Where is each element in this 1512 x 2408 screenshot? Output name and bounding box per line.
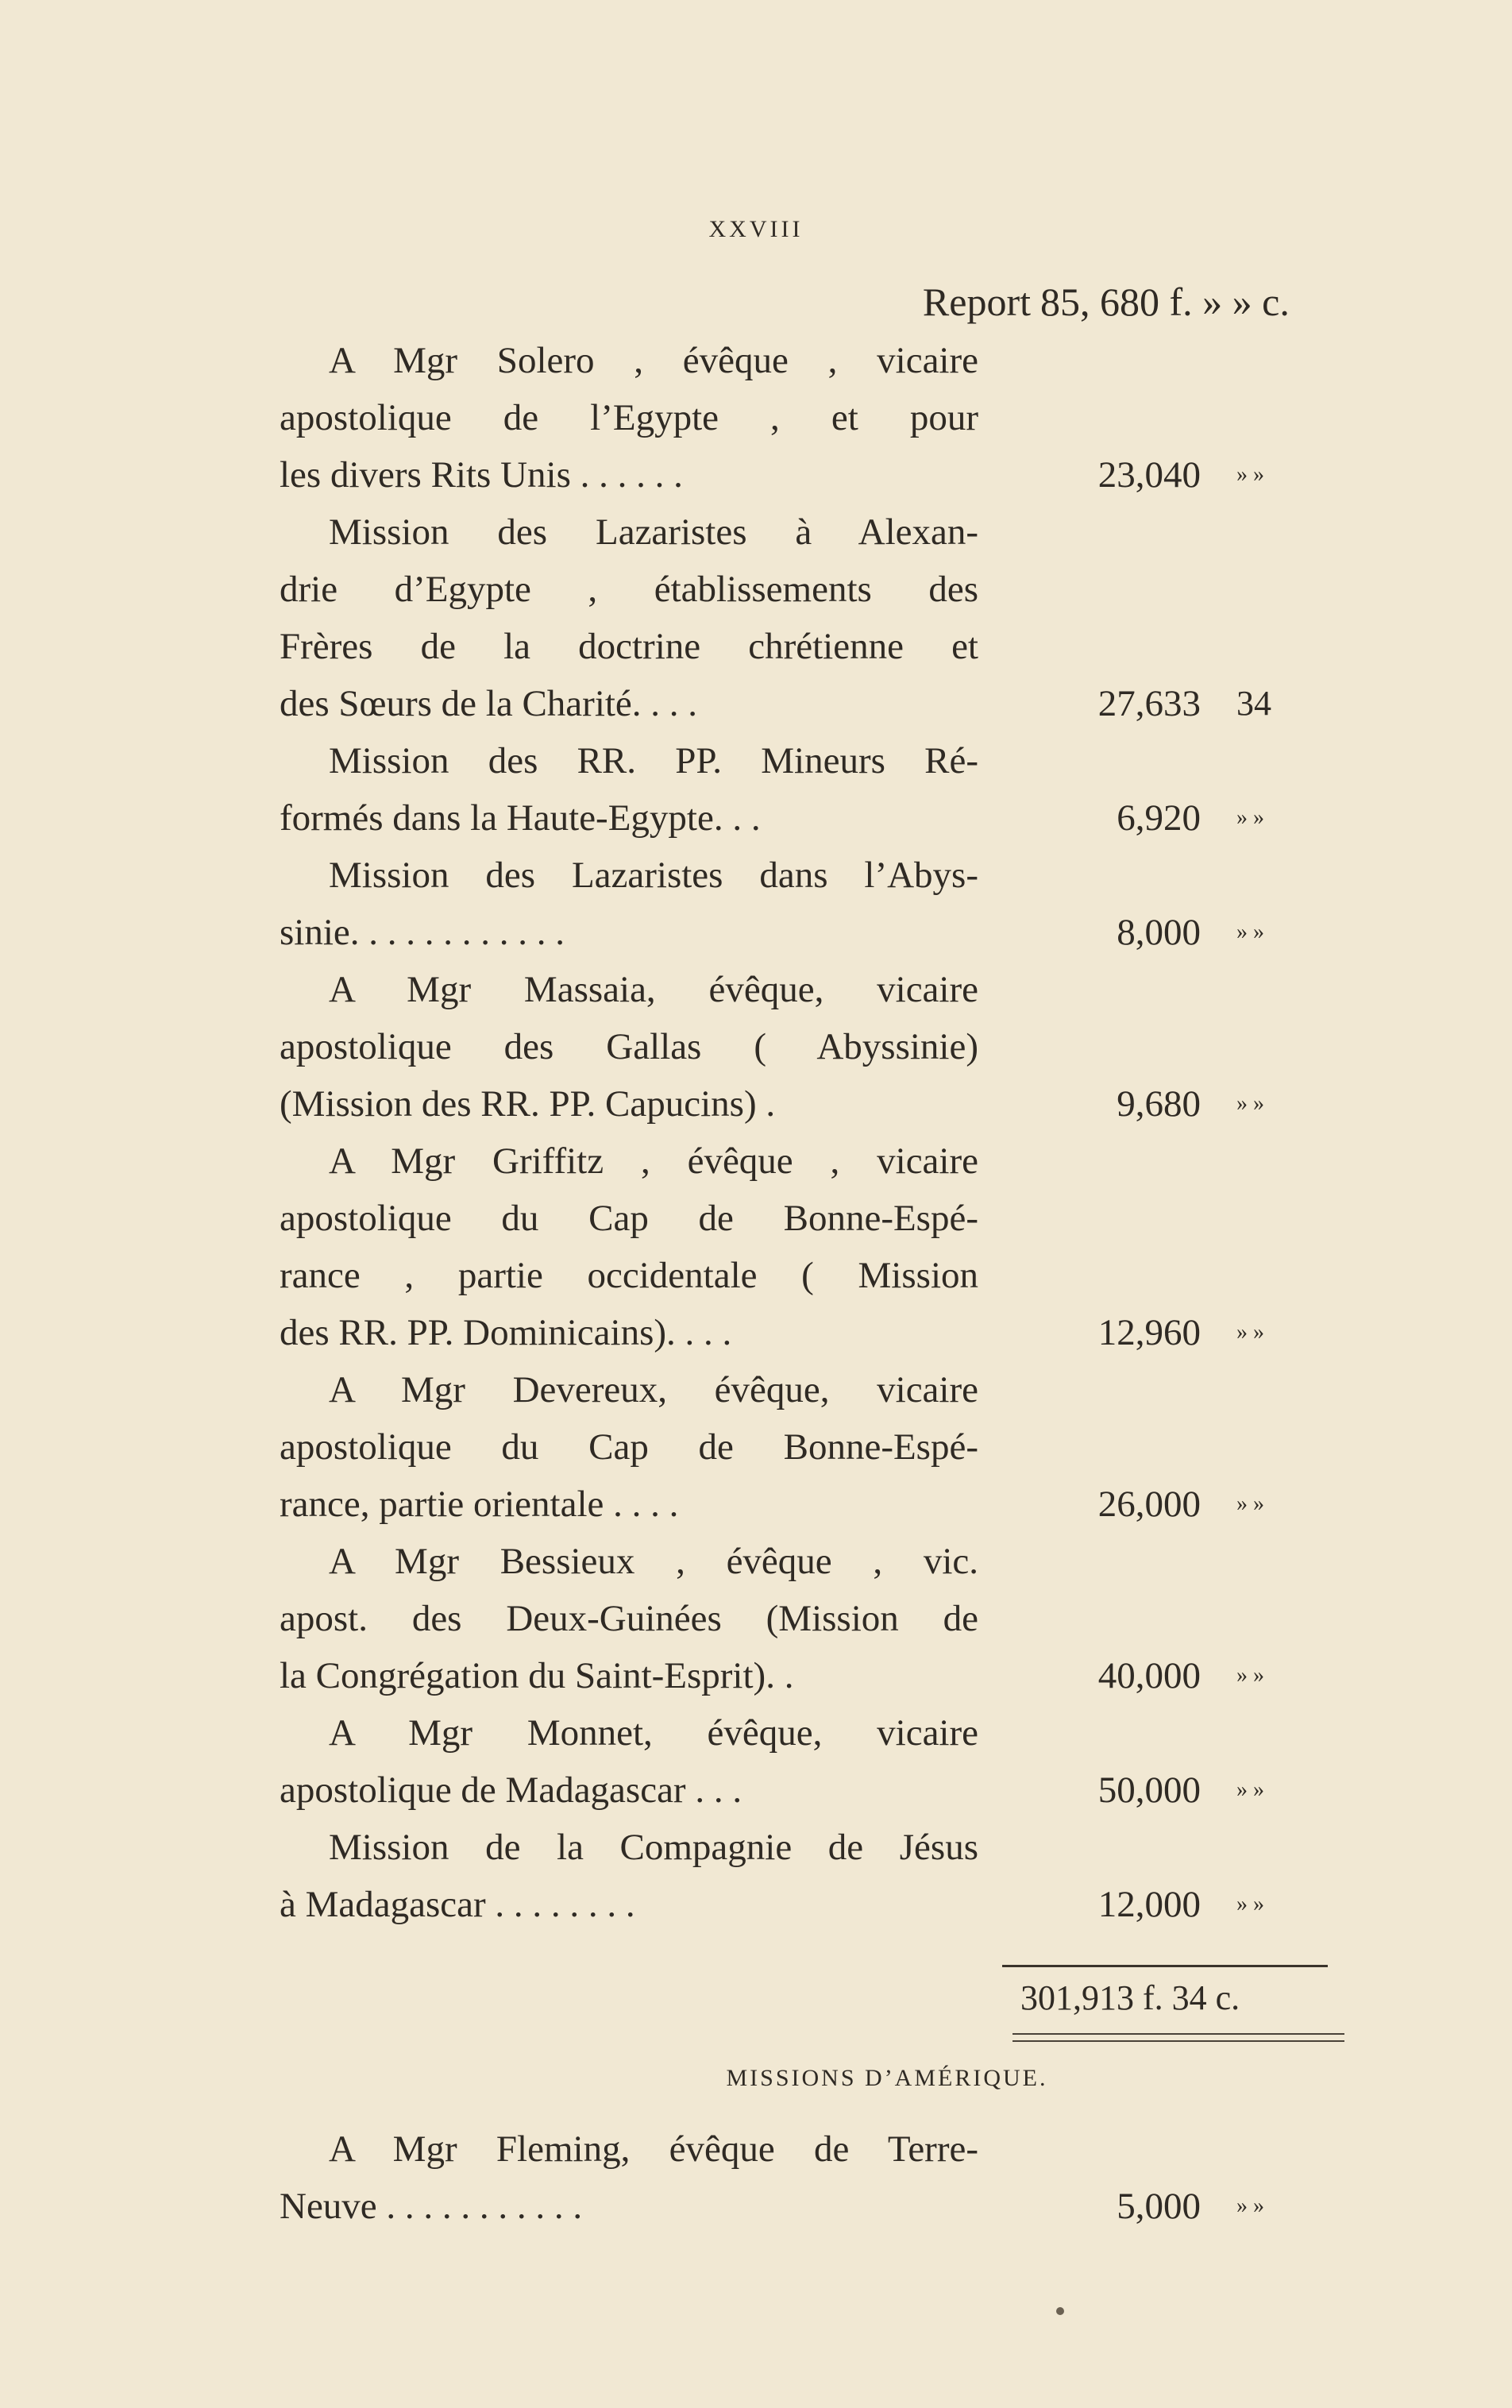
entry-line: apost. des Deux-Guinées (Mission de <box>280 1598 978 1639</box>
entry-amount: 12,960 <box>1097 1312 1201 1353</box>
entry-line: sinie. . . . . . . . . . . . <box>280 912 565 953</box>
entry-amount: 12,000 <box>1097 1884 1201 1925</box>
entry <box>280 1533 1352 1704</box>
entry-cents: » » <box>1236 920 1264 944</box>
entry-line: apostolique du Cap de Bonne-Espé- <box>280 1426 978 1468</box>
entry <box>280 961 1352 1133</box>
entry-amount: 9,680 <box>1117 1083 1201 1125</box>
entry <box>280 332 1352 504</box>
entry-line: A Mgr Massaia, évêque, vicaire <box>329 969 978 1010</box>
report-label: Report <box>922 280 1031 324</box>
entry <box>280 1704 1352 1819</box>
entry-amount: 27,633 <box>1097 683 1201 724</box>
entry-line: A Mgr Fleming, évêque de Terre- <box>329 2128 978 2170</box>
entry-line: à Madagascar . . . . . . . . <box>280 1884 635 1925</box>
ink-dot <box>1056 2307 1064 2315</box>
entry-line: des Sœurs de la Charité. . . . <box>280 683 698 724</box>
double-rule <box>1012 2033 1344 2042</box>
page-folio: XXVIII <box>708 216 804 242</box>
entry-line: la Congrégation du Saint-Esprit). . <box>280 1655 794 1696</box>
entry-cents: » » <box>1236 462 1264 487</box>
entry-cents: » » <box>1236 1491 1264 1516</box>
entry-line: rance , partie occidentale ( Mission <box>280 1255 978 1296</box>
entry-amount: 6,920 <box>1117 797 1201 839</box>
entry <box>280 504 1352 732</box>
entry-line: Mission des Lazaristes à Alexan- <box>329 511 978 553</box>
total-rule <box>1002 1965 1328 1967</box>
entry-cents: » » <box>1236 1892 1264 1916</box>
entry-cents: » » <box>1236 805 1264 830</box>
entry-amount: 5,000 <box>1117 2186 1201 2227</box>
entry-line: A Mgr Monnet, évêque, vicaire <box>329 1712 978 1754</box>
entry-line: A Mgr Bessieux , évêque , vic. <box>329 1541 978 1582</box>
entry-cents: » » <box>1236 1091 1264 1116</box>
entry-line: drie d’Egypte , établissements des <box>280 569 978 610</box>
entry-line: Frères de la doctrine chrétienne et <box>280 626 978 667</box>
entry-cents: 34 <box>1236 684 1271 723</box>
entry <box>280 1819 1352 1933</box>
entry-line: A Mgr Devereux, évêque, vicaire <box>329 1369 978 1410</box>
entry-amount: 26,000 <box>1097 1484 1201 1525</box>
entry-line: apostolique des Gallas ( Abyssinie) <box>280 1026 978 1067</box>
entry-line: apostolique de l’Egypte , et pour <box>280 397 978 438</box>
entry-cents: » » <box>1236 1663 1264 1688</box>
entry-line: apostolique de Madagascar . . . <box>280 1769 742 1811</box>
entry-amount: 8,000 <box>1117 912 1201 953</box>
total-amount: 301,913 f. 34 c. <box>1020 1978 1240 2017</box>
entry-line: A Mgr Solero , évêque , vicaire <box>329 340 978 381</box>
entry-line: apostolique du Cap de Bonne-Espé- <box>280 1198 978 1239</box>
entry-amount: 23,040 <box>1097 454 1201 496</box>
entries-list <box>280 332 1352 1933</box>
report-amount: 85, 680 f. » » c. <box>1040 280 1290 324</box>
entry <box>280 847 1352 961</box>
entry-line: (Mission des RR. PP. Capucins) . <box>280 1083 776 1125</box>
entry-cents: » » <box>1236 1777 1264 1802</box>
report-row <box>278 274 1350 330</box>
entry <box>280 1361 1352 1533</box>
entry-line: Mission des RR. PP. Mineurs Ré- <box>329 740 978 781</box>
entry <box>280 1133 1352 1361</box>
entry-line: les divers Rits Unis . . . . . . <box>280 454 683 496</box>
entries-list-america <box>280 2121 1352 2235</box>
entry-line: Mission de la Compagnie de Jésus <box>329 1827 978 1868</box>
entry <box>280 732 1352 847</box>
section-heading: MISSIONS D’AMÉRIQUE. <box>726 2065 1048 2091</box>
entry <box>280 2121 1352 2235</box>
entry-line: formés dans la Haute-Egypte. . . <box>280 797 761 839</box>
entry-line: rance, partie orientale . . . . <box>280 1484 679 1525</box>
entry-line: des RR. PP. Dominicains). . . . <box>280 1312 732 1353</box>
entry-line: A Mgr Griffitz , évêque , vicaire <box>329 1140 978 1182</box>
entry-amount: 50,000 <box>1097 1769 1201 1811</box>
entry-line: Mission des Lazaristes dans l’Abys- <box>329 855 978 896</box>
entry-cents: » » <box>1236 1320 1264 1345</box>
entry-line: Neuve . . . . . . . . . . . <box>280 2186 583 2227</box>
entry-amount: 40,000 <box>1097 1655 1201 1696</box>
entry-cents: » » <box>1236 2194 1264 2218</box>
